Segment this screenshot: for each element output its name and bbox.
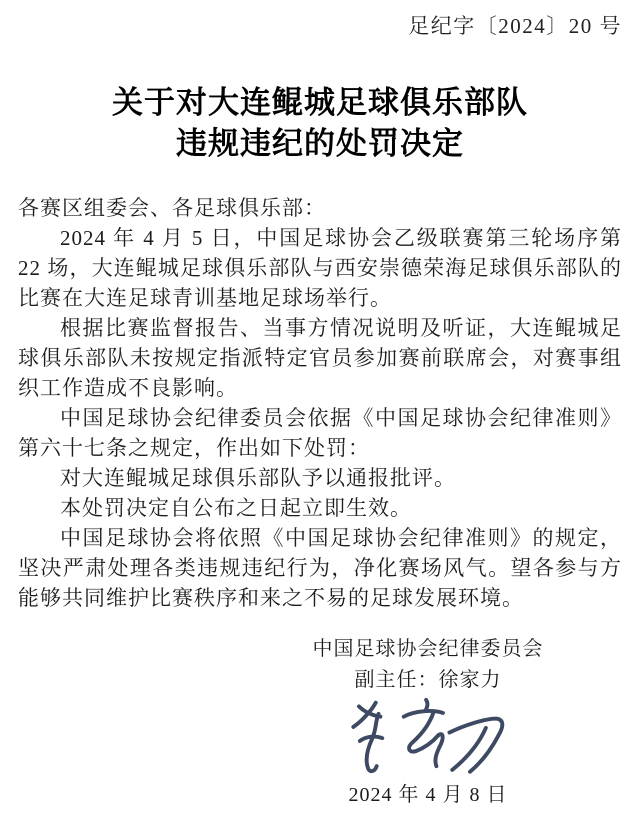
signer-title-and-name: 副主任：徐家力 [354, 669, 502, 691]
document-title [18, 82, 622, 164]
document-body [18, 193, 622, 613]
document-title-line1: 关于对大连鲲城足球俱乐部队 [112, 85, 528, 120]
paragraph-violation-facts: 根据比赛监督报告、当事方情况说明及听证，大连鲲城足球俱乐部队未按规定指派特定官员参加赛前联席会，对赛事组织工作造成不良影响。 [18, 316, 622, 400]
paragraph-penalty-decision: 对大连鲲城足球俱乐部队予以通报批评。 [60, 466, 456, 490]
signature-block [278, 634, 578, 811]
paragraph-match-info: 2024 年 4 月 5 日，中国足球协会乙级联赛第三轮场序第 22 场，大连鲲城足球俱乐部队与西安崇德荣海足球俱乐部队的比赛在大连足球青训基地足球场举行。 [18, 226, 622, 310]
issue-date: 2024 年 4 月 8 日 [348, 784, 508, 806]
issuing-organization: 中国足球协会纪律委员会 [312, 638, 544, 660]
document-reference-number: 足纪字〔2024〕20 号 [408, 14, 622, 38]
paragraph-effective-date: 本处罚决定自公布之日起立即生效。 [60, 496, 412, 520]
handwritten-signature-image [344, 698, 512, 782]
paragraph-closing-statement: 中国足球协会将依照《中国足球协会纪律准则》的规定，坚决严肃处理各类违规违纪行为，净化赛场风气。望各参与方能够共同维护比赛秩序和来之不易的足球发展环境。 [18, 526, 622, 610]
paragraph-ruling-basis: 中国足球协会纪律委员会依据《中国足球协会纪律准则》第六十七条之规定，作出如下处罚： [18, 406, 622, 460]
document-title-line2: 违规违纪的处罚决定 [176, 126, 464, 161]
salutation-line: 各赛区组委会、各足球俱乐部： [18, 196, 326, 220]
